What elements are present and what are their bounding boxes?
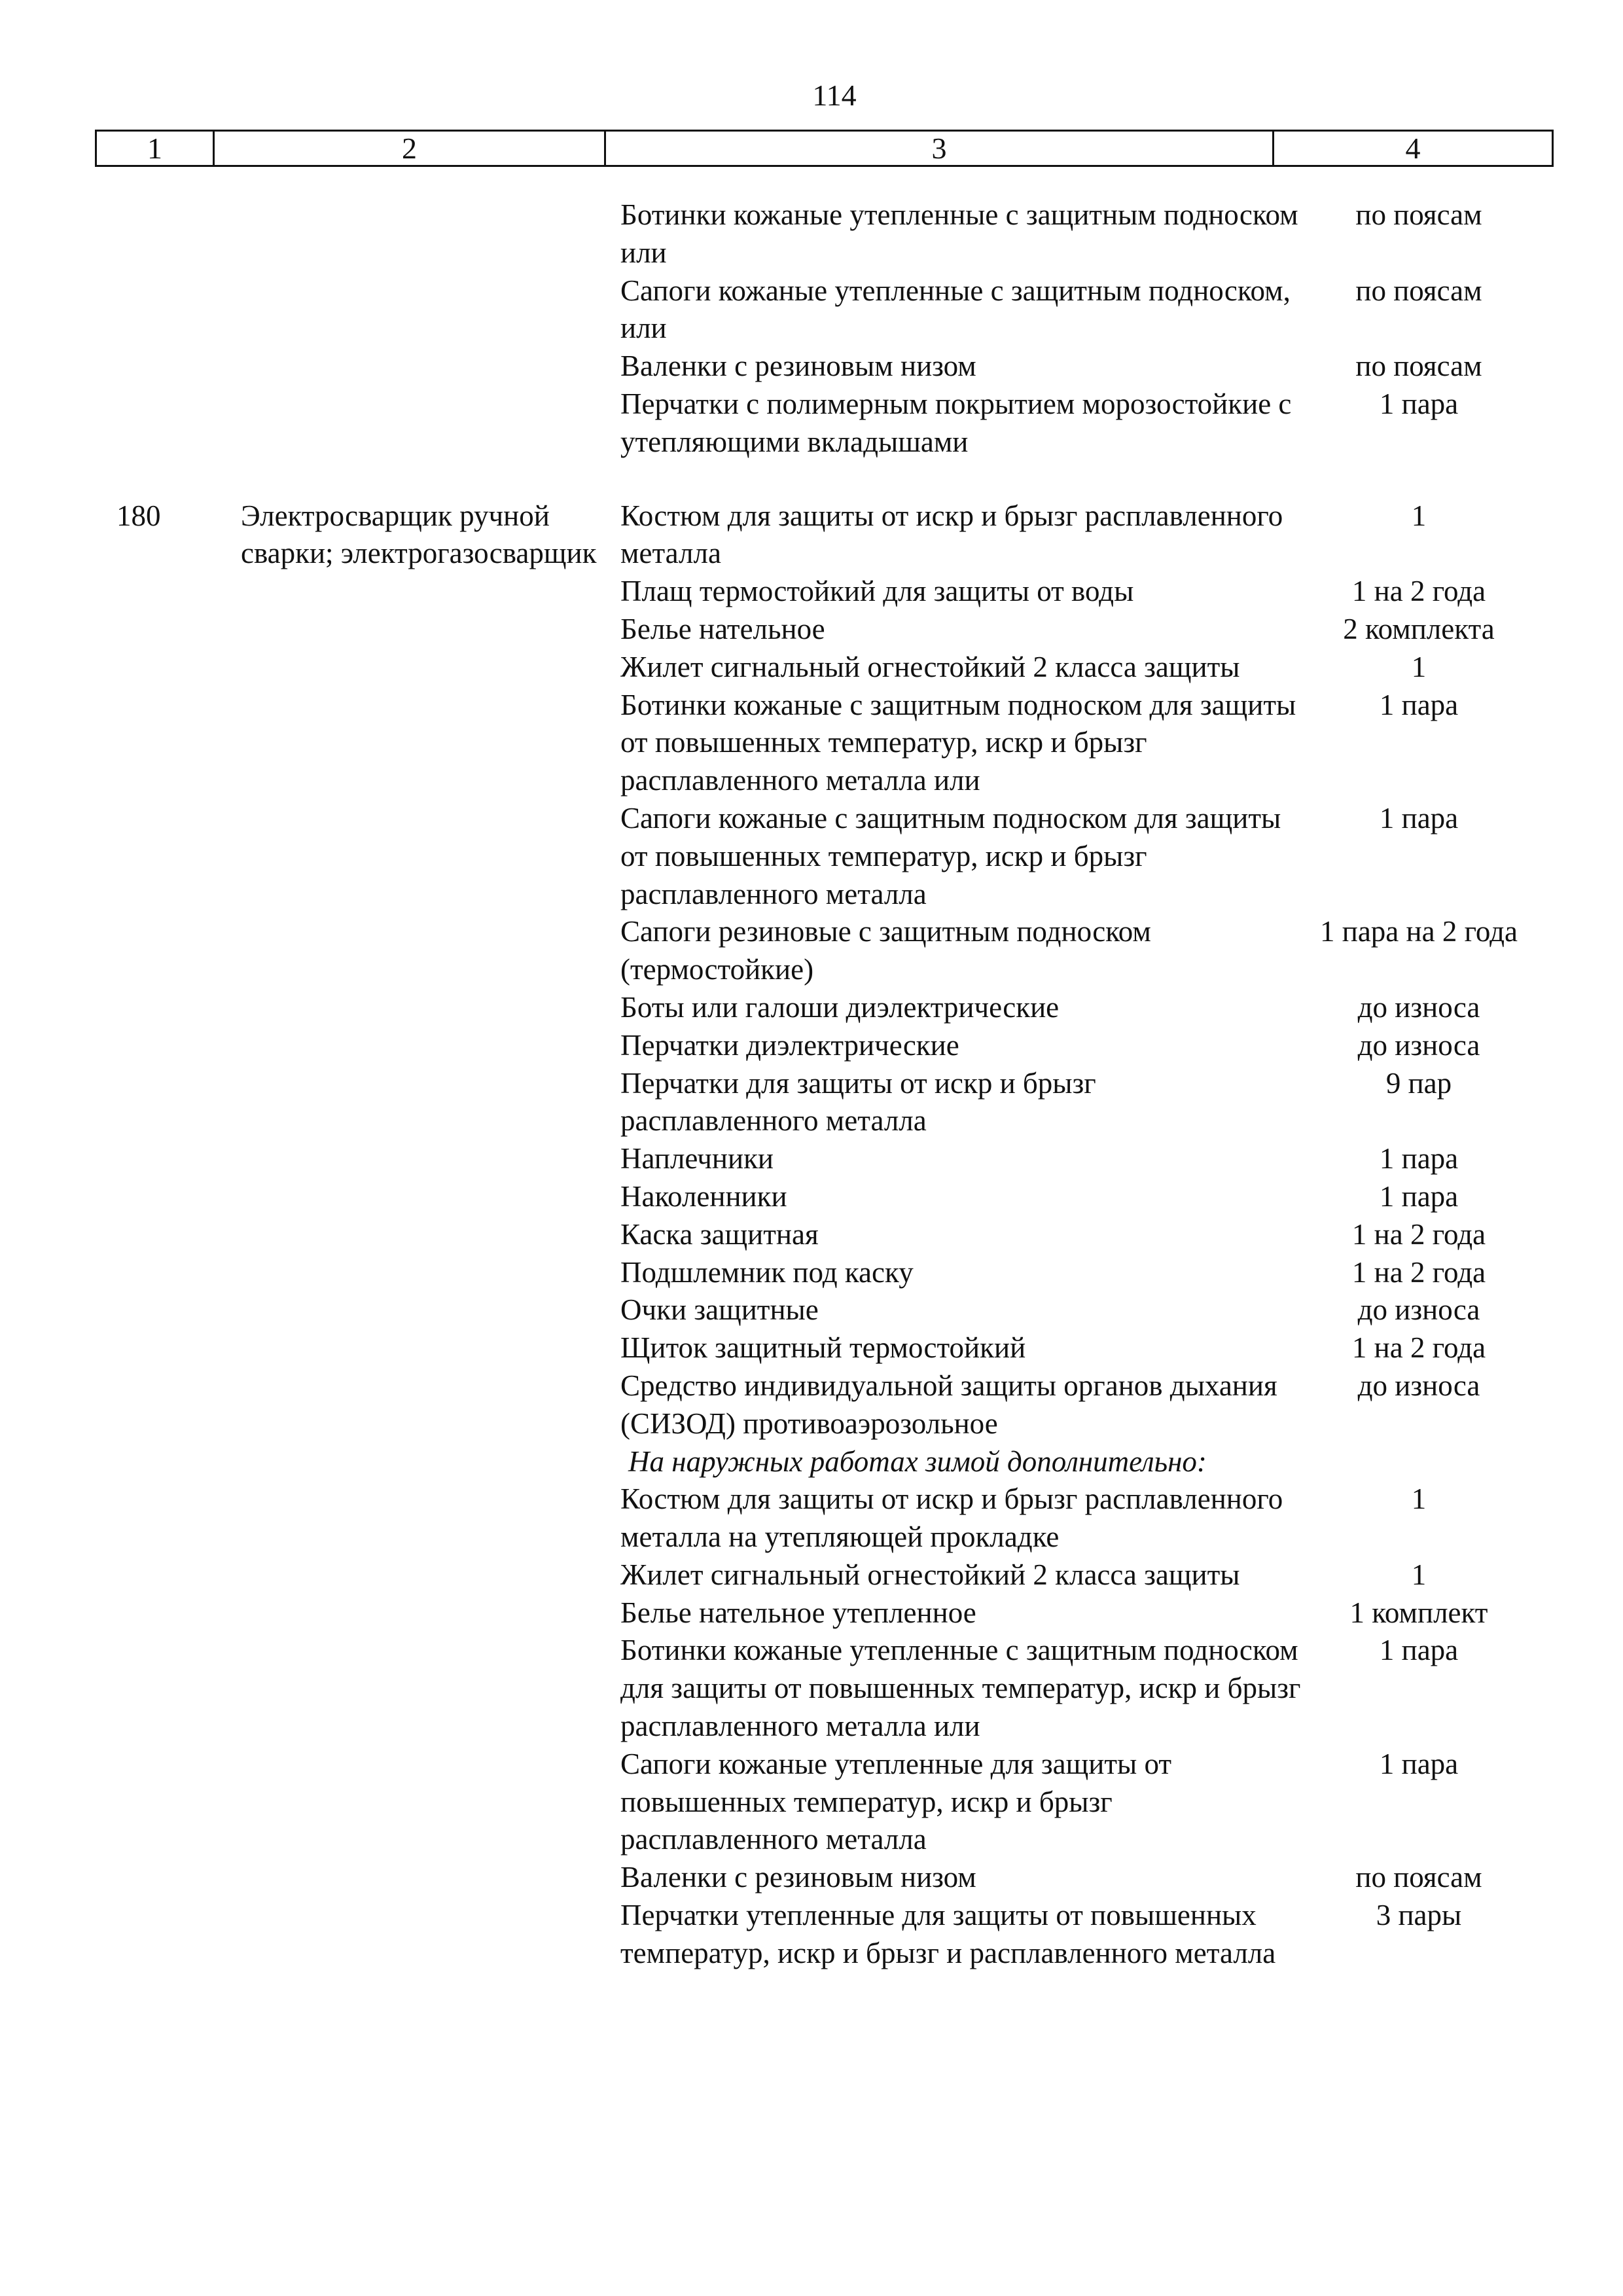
continued-section: [0, 196, 1623, 461]
entry-item-quantity: до износа: [1357, 1369, 1480, 1402]
list-item: [620, 611, 1537, 649]
list-item: [620, 1254, 1537, 1292]
winter-item-quantity: 1: [1411, 1482, 1427, 1516]
entry-item-name: Очки защитные: [620, 1293, 819, 1327]
entry-item-name: Перчатки для защиты от искр и брызг расплавленного металла: [620, 1066, 1096, 1138]
list-item: [620, 1897, 1537, 1973]
list-item: [620, 386, 1537, 461]
winter-item-quantity: 3 пары: [1376, 1899, 1462, 1932]
winter-item-name: Костюм для защиты от искр и брызг расплавленного металла на утепляющей прокладке: [620, 1482, 1283, 1554]
winter-item-quantity: 1: [1411, 1558, 1427, 1591]
entry-items-list: [620, 497, 1537, 1443]
winter-item-name: Сапоги кожаные утепленные для защиты от повышенных температур, искр и брызг расплавленного металла: [620, 1747, 1172, 1856]
entry-item-quantity: 1: [1411, 650, 1427, 683]
entry-item-name: Наколенники: [620, 1179, 787, 1213]
list-item: [620, 497, 1537, 573]
entry-items-column: [620, 497, 1537, 1973]
continued-item-name: Ботинки кожаные утепленные с защитным подноском или: [620, 198, 1298, 269]
continued-item-name: Сапоги кожаные утепленные с защитным подноском, или: [620, 274, 1291, 345]
list-item: [620, 348, 1537, 386]
entry-item-quantity: 1 на 2 года: [1351, 1255, 1486, 1289]
entry-item-name: Белье нательное: [620, 612, 825, 645]
continued-item-quantity: по поясам: [1355, 274, 1482, 307]
entry-item-quantity: 1 пара: [1379, 1142, 1459, 1175]
entry-item-quantity: 1: [1411, 499, 1427, 532]
equipment-table-body: [0, 196, 1623, 1973]
winter-items-list: [620, 1480, 1537, 1972]
entry-item-name: Перчатки диэлектрические: [620, 1028, 959, 1062]
list-item: [620, 1556, 1537, 1594]
table-row: [0, 497, 1623, 1973]
entry-item-name: Наплечники: [620, 1142, 774, 1175]
entry-item-name: Боты или галоши диэлектрические: [620, 990, 1060, 1024]
winter-item-quantity: 1 пара: [1379, 1747, 1459, 1780]
winter-item-name: Перчатки утепленные для защиты от повышенных температур, искр и брызг и расплавленного металла: [620, 1899, 1276, 1969]
continued-items-list: [620, 196, 1537, 461]
entry-item-quantity: 1 пара на 2 года: [1320, 915, 1518, 948]
entry-item-quantity: 1 пара: [1379, 1179, 1459, 1213]
list-item: [620, 1480, 1537, 1556]
entry-item-quantity: до износа: [1357, 1028, 1480, 1062]
entry-item-name: Костюм для защиты от искр и брызг расплавленного металла: [620, 499, 1283, 570]
entry-item-name: Жилет сигнальный огнестойкий 2 класса защиты: [620, 650, 1240, 683]
list-item: [620, 1065, 1537, 1141]
entry-item-name: Ботинки кожаные с защитным подноском для защиты от повышенных температур, искр и брызг расплавленного металла или: [620, 688, 1296, 797]
winter-item-name: Белье нательное утепленное: [620, 1596, 976, 1629]
list-item: [620, 913, 1537, 989]
entry-item-name: Сапоги кожаные с защитным подноском для защиты от повышенных температур, искр и брызг расплавленного металла: [620, 801, 1281, 910]
list-item: [620, 1140, 1537, 1178]
list-item: [620, 1367, 1537, 1443]
continued-item-quantity: по поясам: [1355, 198, 1482, 231]
entry-item-quantity: 1 пара: [1379, 688, 1459, 721]
list-item: [620, 649, 1537, 687]
list-item: [620, 573, 1537, 611]
column-header-4: 4: [1405, 132, 1421, 165]
winter-item-quantity: 1 комплект: [1349, 1596, 1488, 1629]
entry-item-name: Плащ термостойкий для защиты от воды: [620, 575, 1134, 608]
list-item: [620, 1027, 1537, 1065]
list-item: [620, 687, 1537, 800]
column-header-3: 3: [606, 132, 1274, 165]
list-item: [620, 1178, 1537, 1216]
column-header-2: 2: [215, 132, 606, 165]
entry-item-name: Сапоги резиновые с защитным подноском (термостойкие): [620, 915, 1151, 986]
continued-item-quantity: 1 пара: [1379, 387, 1459, 420]
entry-item-quantity: 2 комплекта: [1343, 612, 1495, 645]
entry-item-name: Каска защитная: [620, 1217, 819, 1251]
list-item: [620, 1859, 1537, 1897]
list-item: [620, 1216, 1537, 1254]
column-header-1: 1: [97, 132, 215, 165]
list-item: [620, 272, 1537, 348]
winter-item-name: Валенки с резиновым низом: [620, 1861, 976, 1894]
winter-item-quantity: по поясам: [1355, 1861, 1482, 1894]
continued-item-quantity: по поясам: [1355, 350, 1482, 383]
entry-item-quantity: 1 на 2 года: [1351, 1331, 1486, 1365]
list-item: [620, 1291, 1537, 1329]
list-item: [620, 1329, 1537, 1367]
entry-item-quantity: 1 на 2 года: [1351, 575, 1486, 608]
winter-item-name: Ботинки кожаные утепленные с защитным подноском для защиты от повышенных температур, искр и брызг расплавленного металла или: [620, 1634, 1301, 1743]
row-gap: [0, 461, 1623, 497]
entry-item-name: Средство индивидуальной защиты органов дыхания (СИЗОД) противоаэрозольное: [620, 1369, 1277, 1440]
entry-item-name: Щиток защитный термостойкий: [620, 1331, 1026, 1365]
entry-item-quantity: 1 пара: [1379, 801, 1459, 834]
list-item: [620, 1746, 1537, 1859]
entry-item-quantity: 1 на 2 года: [1351, 1217, 1486, 1251]
list-item: [620, 196, 1537, 272]
page-number: 114: [812, 79, 857, 112]
list-item: [620, 989, 1537, 1027]
continued-item-name: Перчатки с полимерным покрытием морозостойкие с утепляющими вкладышами: [620, 387, 1292, 458]
entry-item-quantity: 9 пар: [1385, 1066, 1452, 1100]
entry-item-name: Подшлемник под каску: [620, 1255, 914, 1289]
column-header-row: [95, 130, 1554, 167]
entry-number: 180: [116, 499, 161, 532]
winter-item-quantity: 1 пара: [1379, 1634, 1459, 1667]
entry-item-quantity: до износа: [1357, 990, 1480, 1024]
continued-item-name: Валенки с резиновым низом: [620, 350, 976, 383]
winter-note: На наружных работах зимой дополнительно:: [628, 1444, 1207, 1478]
list-item: [620, 1594, 1537, 1632]
entry-profession: Электросварщик ручной сварки; электрогазосварщик: [241, 499, 597, 570]
winter-item-name: Жилет сигнальный огнестойкий 2 класса защиты: [620, 1558, 1240, 1591]
list-item: [620, 800, 1537, 913]
entry-item-quantity: до износа: [1357, 1293, 1480, 1327]
list-item: [620, 1632, 1537, 1745]
